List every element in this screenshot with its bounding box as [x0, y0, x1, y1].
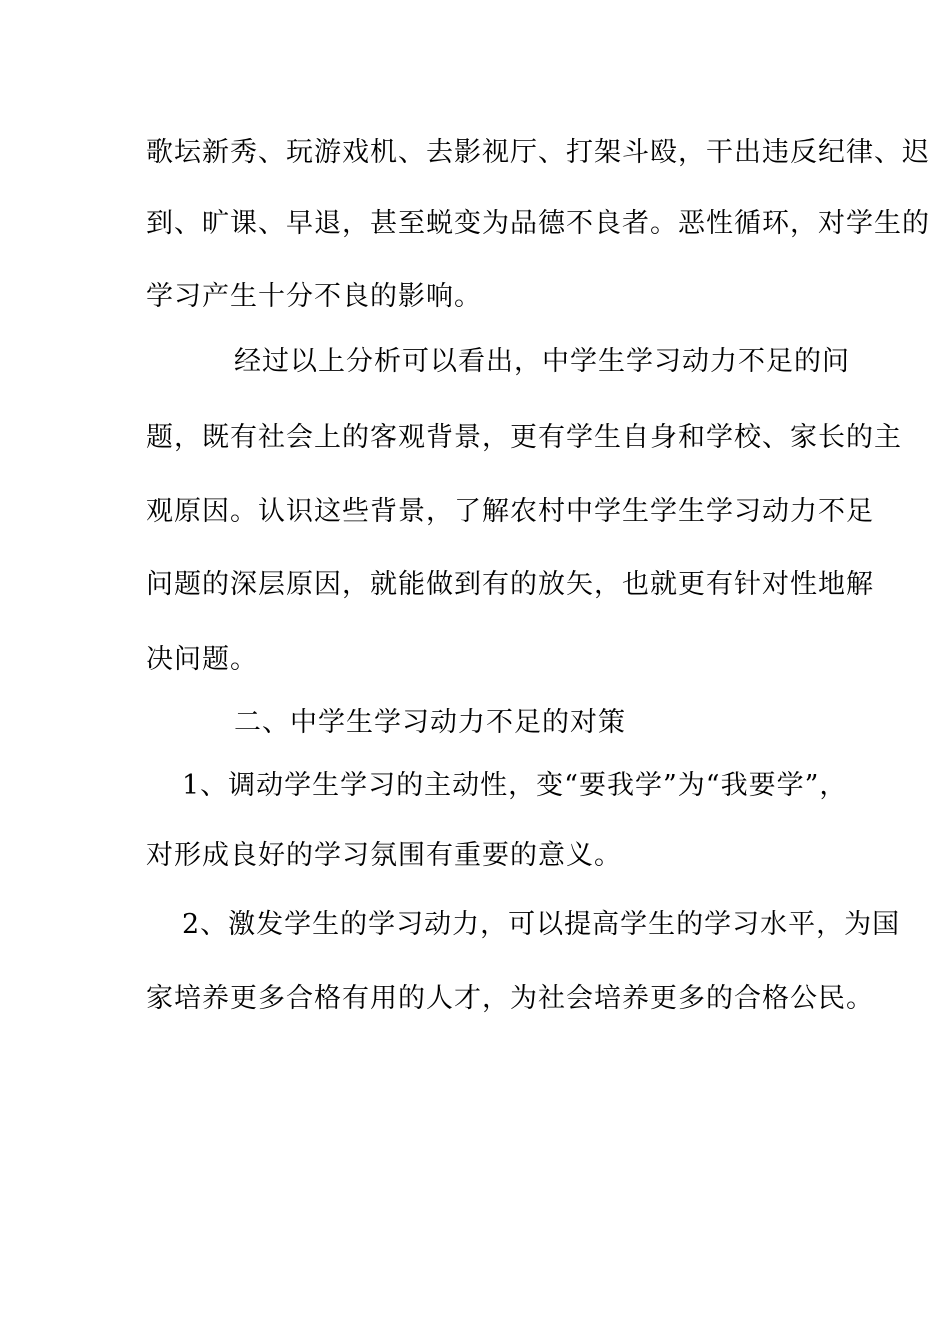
paragraph-2-line-1: 经过以上分析可以看出，中学生学习动力不足的问 — [234, 346, 850, 377]
section-heading: 二、中学生学习动力不足的对策 — [234, 707, 626, 738]
item-2-line-2: 家培养更多合格有用的人才，为社会培养更多的合格公民。 — [146, 983, 874, 1014]
item-1-line-2: 对形成良好的学习氛围有重要的意义。 — [146, 840, 622, 871]
item-1-line-1: 1、调动学生学习的主动性，变“要我学”为“我要学”， — [182, 770, 848, 801]
paragraph-2-line-3: 观原因。认识这些背景，了解农村中学生学生学习动力不足 — [146, 496, 874, 527]
paragraph-2-line-4: 问题的深层原因，就能做到有的放矢，也就更有针对性地解 — [146, 569, 874, 600]
paragraph-1-line-3: 学习产生十分不良的影响。 — [146, 281, 482, 312]
paragraph-2-line-5: 决问题。 — [146, 644, 258, 675]
paragraph-1-line-2: 到、旷课、早退，甚至蜕变为品德不良者。恶性循环，对学生的 — [146, 208, 930, 239]
item-2-line-1: 2、激发学生的学习动力，可以提高学生的学习水平，为国 — [182, 909, 901, 940]
paragraph-2-line-2: 题，既有社会上的客观背景，更有学生自身和学校、家长的主 — [146, 422, 902, 453]
paragraph-1-line-1: 歌坛新秀、玩游戏机、去影视厅、打架斗殴，干出违反纪律、迟 — [146, 137, 930, 168]
